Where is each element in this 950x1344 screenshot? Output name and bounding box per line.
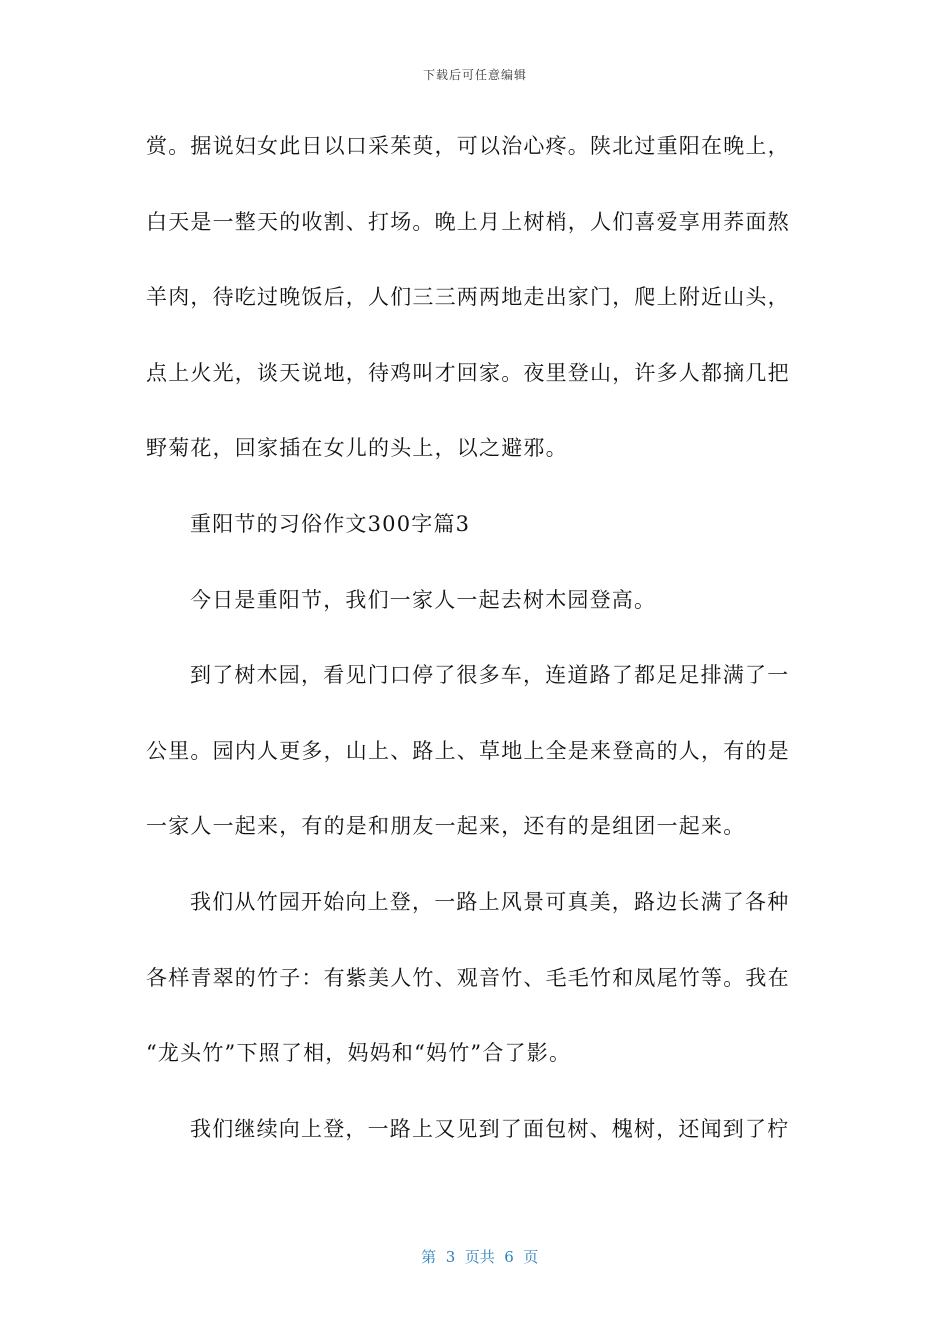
document-body [146, 128, 806, 1186]
text-line: 各样青翠的竹子：有紫美人竹、观音竹、毛毛竹和凤尾竹等。我在 [146, 965, 790, 990]
page-number: 第 3 页共 6 页 [421, 1248, 539, 1266]
text-line: 白天是一整天的收割、打场。晚上月上树梢，人们喜爱享用荞面熬 [146, 209, 790, 234]
text-line: “龙头竹”下照了相，妈妈和“妈竹”合了影。 [146, 1041, 572, 1066]
page-header [0, 66, 950, 83]
text-line: 我们从竹园开始向上登，一路上风景可真美，路边长满了各种 [190, 889, 790, 914]
header-text: 下载后可任意编辑 [422, 68, 527, 82]
text-line: 野菊花，回家插在女儿的头上，以之避邪。 [146, 436, 568, 461]
text-line: 羊肉，待吃过晚饭后，人们三三两两地走出家门，爬上附近山头， [146, 285, 790, 310]
text-line: 今日是重阳节，我们一家人一起去树木园登高。 [190, 587, 657, 612]
section-heading: 重阳节的习俗作文300字篇3 [190, 511, 471, 536]
text-line: 一家人一起来，有的是和朋友一起来，还有的是组团一起来。 [146, 814, 746, 839]
page-footer [0, 1228, 950, 1267]
text-line: 到了树木园，看见门口停了很多车，连道路了都足足排满了一 [190, 663, 790, 688]
text-line: 公里。园内人更多，山上、路上、草地上全是来登高的人，有的是 [146, 738, 790, 763]
text-line: 我们继续向上登，一路上又见到了面包树、槐树，还闻到了柠 [190, 1116, 790, 1141]
text-line: 点上火光，谈天说地，待鸡叫才回家。夜里登山，许多人都摘几把 [146, 360, 790, 385]
text-line: 赏。据说妇女此日以口采茱萸，可以治心疼。陕北过重阳在晚上， [146, 134, 790, 158]
